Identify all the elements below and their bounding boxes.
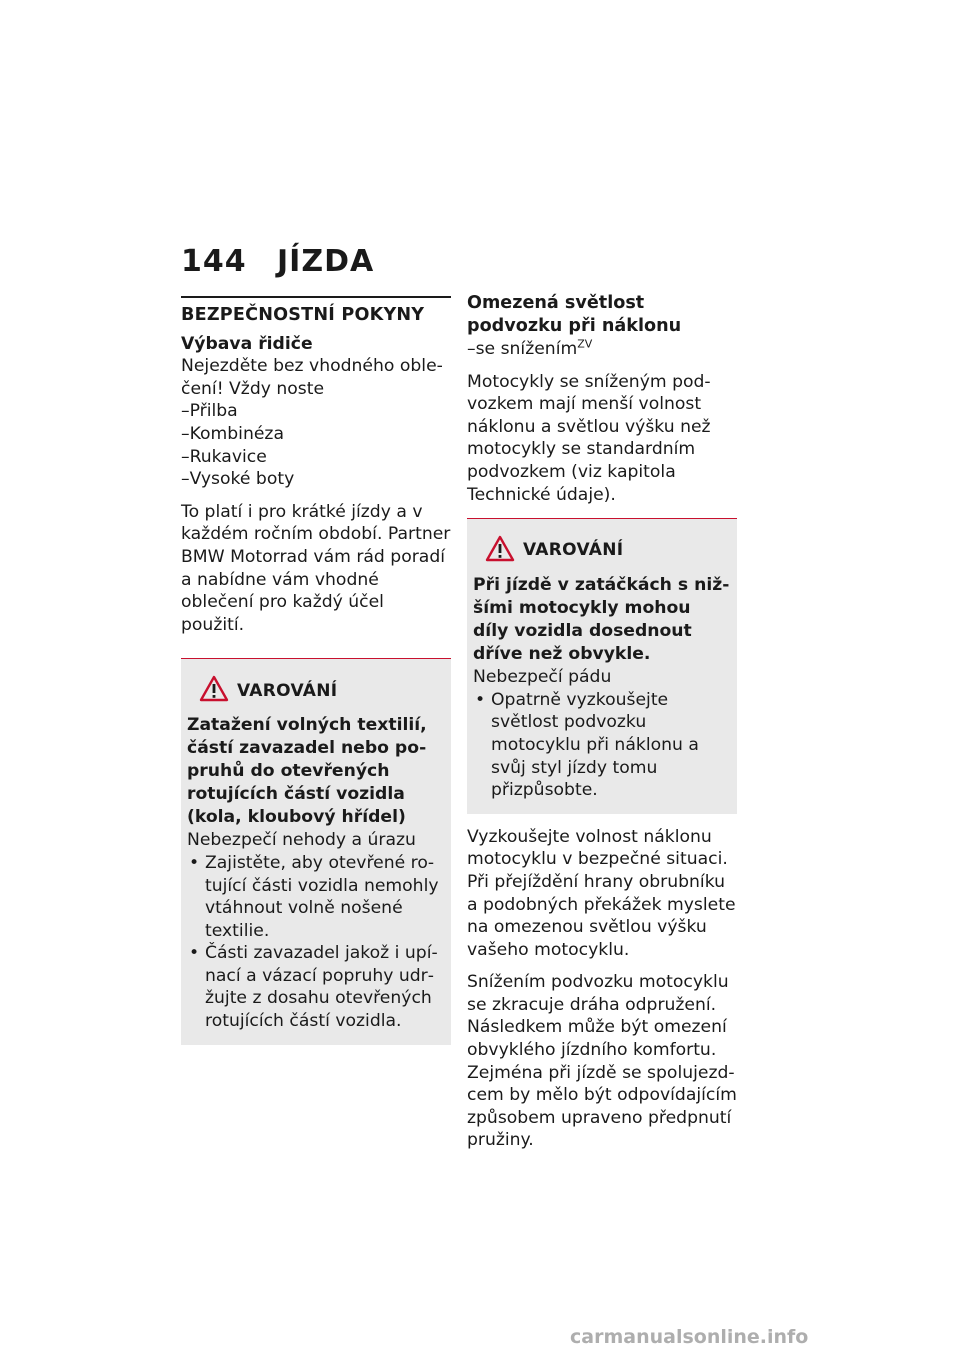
suspension-paragraph: Snížením podvozku motocyklu se zkracuje dráha odpružení. Následkem může být omezení obvyklého jízdního komfortu. Zejména při jízdě se spolujezdcem by mělo být odpovídajícím způsobem upraveno předpnutí pružiny. — [467, 972, 737, 1151]
warning-box — [467, 518, 737, 814]
equipment-item: – Kombinéza — [181, 423, 451, 446]
equipment-item: – Rukavice — [181, 446, 451, 469]
warning-triangle-icon — [485, 535, 515, 562]
equipment-title: Výbava řidiče — [181, 333, 313, 354]
warning-risk: Nebezpečí nehody a úrazu — [187, 830, 416, 851]
warning-box — [181, 658, 451, 1044]
clothing-paragraph: To platí i pro krátké jízdy a v každém ročním období. Partner BMW Motorrad vám rád poradí a nabídne vám vhodné oblečení pro každý účel použití. — [181, 501, 451, 635]
equipment-intro: Nejezděte bez vhodného oblečení! Vždy noste — [181, 356, 443, 399]
warning-header — [473, 535, 731, 562]
section-title: BEZPEČNOSTNÍ POKYNY — [181, 305, 425, 325]
warning-risk: Nebezpečí pádu — [473, 667, 612, 688]
page-header — [181, 244, 374, 279]
warning-item: • Opatrně vyzkoušejte světlost podvozku motocyklu při náklonu a svůj styl jízdy tomu přizpůsobte. — [473, 689, 731, 802]
equipment-item: – Přilba — [181, 400, 451, 423]
variant-text: –se snížením — [467, 339, 578, 359]
warning-title: Zatažení volných textilií, částí zavazadel nebo popruhů do otevřených rotujících částí vozidla (kola, kloubový hřídel) — [187, 715, 427, 828]
equipment-item: – Vysoké boty — [181, 468, 451, 491]
warning-title: Při jízdě v zatáčkách s nižšími motocykly mohou díly vozidla dosednout dříve než obvykle. — [473, 575, 730, 665]
warning-label: VAROVÁNÍ — [237, 680, 338, 701]
test-paragraph: Vyzkoušejte volnost náklonu motocyklu v bezpečné situaci. Při přejíždění hrany obrubníku a podobných překážek myslete na omezenou světlou výšku vašeho motocyklu. — [467, 826, 736, 960]
lowered-paragraph: Motocykly se sníženým podvozkem mají menší volnost náklonu a světlou výšku než motocykly se standardním podvozkem (viz kapitola Technické údaje). — [467, 371, 711, 505]
warning-item: • Zajistěte, aby otevřené rotující části vozidla nemohly vtáhnout volně nošené textilie. — [187, 852, 445, 942]
variant-superscript: ZV — [577, 337, 593, 351]
right-column — [467, 292, 737, 1152]
warning-header — [187, 675, 445, 702]
warning-list — [473, 689, 731, 802]
page-number: 144 — [181, 244, 247, 279]
variant-note — [467, 338, 737, 361]
warning-label: VAROVÁNÍ — [523, 540, 624, 561]
warning-list — [187, 852, 445, 1033]
section-heading: Omezená světlost podvozku při náklonu — [467, 293, 682, 336]
equipment-list — [181, 400, 451, 490]
watermark: carmanualsonline.info — [570, 1326, 809, 1348]
chapter-title: JÍZDA — [277, 244, 375, 279]
section-divider — [181, 296, 451, 327]
left-column — [181, 292, 451, 1045]
warning-item: • Části zavazadel jakož i upínací a vázací popruhy udržujte z dosahu otevřených rotujících částí vozidla. — [187, 942, 445, 1032]
warning-triangle-icon — [199, 675, 229, 702]
